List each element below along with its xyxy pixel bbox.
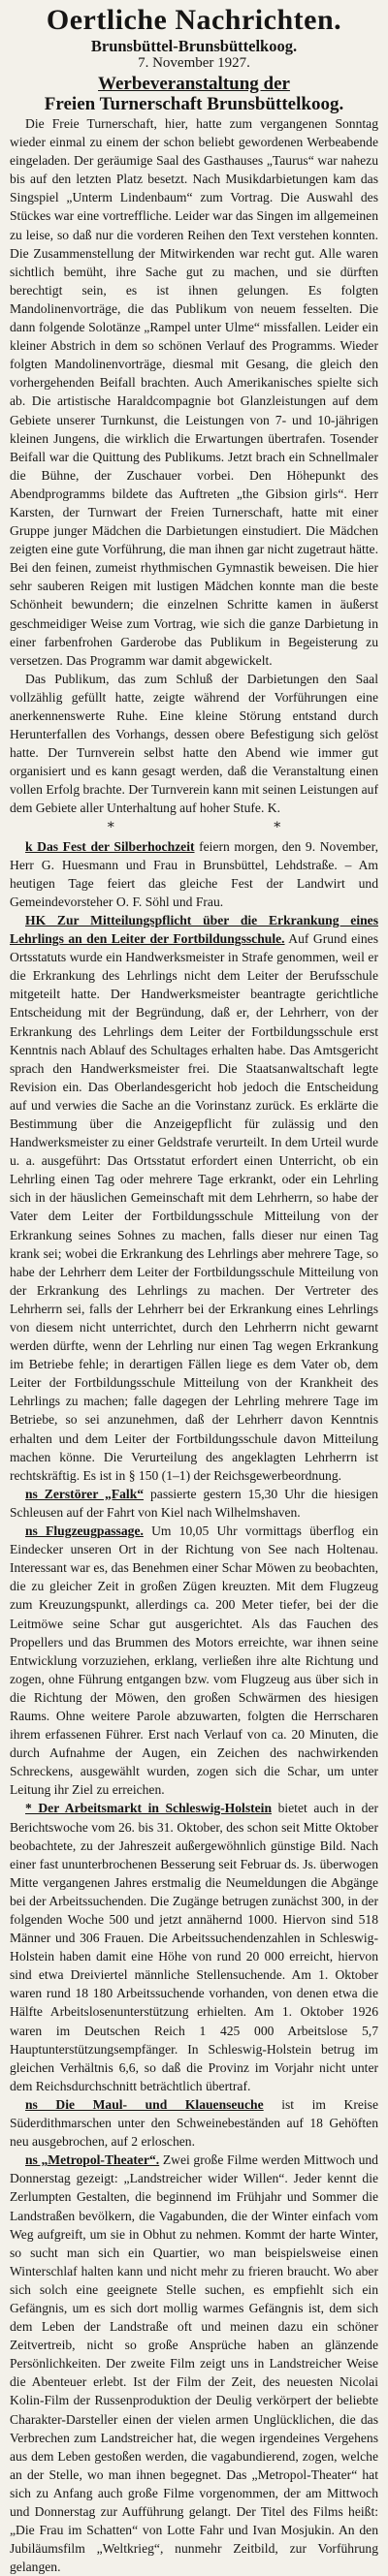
section-separator: * * (107, 819, 359, 835)
issue-date: 7. November 1927. (138, 55, 250, 71)
news-item-lead: k Das Fest der Silberhochzeit (25, 838, 195, 854)
news-item-text: passierte gestern 15,30 Uhr die hiesigen Schleusen auf der Fahrt von Kiel nach Wilhelmshaven. (10, 1486, 378, 1520)
news-item (10, 1799, 378, 2095)
article-signature: K. (267, 801, 280, 816)
news-item-text: bietet auch in der Berichtswoche vom 26. bis 31. Oktober, des schon seit Mitte Oktober beobachtete, zu der Jahreszeit außergewöhnlich günstige Bild. Nach einer fast ununterbrochenen Besserung seit Februar ds. Js. überwogen Mitte vergangenen Jahres erstmalig die Neumeldungen die Abgänge bei der Arbeitssuchenden. Die Zugänge betrugen zunächst 300, in der folgenden Woche 500 und jetzt annähernd 1000. Hiervon sind 518 Männer und 306 Frauen. Die Arbeitssuchendenzahlen in Schleswig-Holstein haben damit eine Höhe von rund 20 000 erreicht, hiervon sind etwa Dreiviertel männliche Stellensuchende. Am 1. Oktober waren rund 18 180 Arbeitssuchende vorhanden, von denen etwa die Hälfte Arbeitslosenunterstützung erhielten. Am 1. Oktober 1926 waren im Deutschen Reich 1 425 000 Arbeitslose 5,7 Hauptunterstützungsempfänger. In Schleswig-Holstein betrug im gleichen Verhältnis 6,6, so daß die Provinz im Vorjahr nicht unter dem Reichsdurchschnitt beträchtlich übertraf. (10, 1801, 379, 2093)
article-headline-1: Werbeveranstaltung der (98, 74, 290, 94)
news-list (10, 837, 378, 2576)
news-item-lead: ns „Metropol-Theater“. (25, 2152, 160, 2168)
article-paragraph (10, 670, 378, 818)
news-item (10, 1485, 378, 1522)
news-item-text: Auf Grund eines Ortsstatuts wurde ein Handwerksmeister in Strafe genommen, weil er die Erkrankung des Lehrlings nicht dem Leiter der Berufsschule mitgeteilt hatte. Der Handwerksmeister beantragte gerichtliche Entscheidung mit der Begründung, daß er, der Lehrherr, von der Erkrankung des Lehrlings dem Leiter der Fortbildungsschule erst Kenntnis nach Ablauf des Schultages erhalten habe. Das Amtsgericht sprach den Handwerksmeister frei. Die Staatsanwaltschaft legte Revision ein. Das Oberlandesgericht hob jedoch die Entscheidung auf und verwies die Sache an die Vorinstanz zurück. Es erklärte die Bestimmung über die Anzeigepflicht für zulässig und den Handwerksmeister zu einer Geldstrafe verurteilt. In dem Urteil wurde u. a. ausgeführt: Das Ortsstatut erfordert einen Unterricht, ob ein Lehrling einen Tag oder mehrere Tage erkrankt, oder ein Lehrling sich in der häuslichen Gemeinschaft mit dem Lehrherrn, so habe der Vater dem Leiter der Fortbildungsschule Mitteilung von der Erkrankung seines Sohnes zu machen, falls dieser nur einen Tag krank sei; wobei die Erkrankung des Lehrlings aber mehrere Tage, so habe der Lehrherr dem Leiter der Fortbildungsschule Mitteilung von der Erkrankung des Lehrlings zu machen. Der Vertreter des Lehrherrn sei, falls der Lehrherr bei der Erkrankung eines Lehrlings von diesem nicht unterrichtet, durch den Lehrherrn nicht gewarnt werden dürfte, wenn der Lehrling nur einen Tag wegen Erkrankung im Betriebe fehle; in derartigen Fällen liege es dem Vater ob, dem Leiter der Fortbildungsschule Mitteilung von der Krankheit des Lehrlings zu machen; falle dagegen der Lehrling mehrere Tage im Betriebe, so sei anzunehmen, daß der Lehrherr davon Kenntnis erhalten und dem Leiter der Fortbildungsschule davon Mitteilung machen könne. Die Verurteilung des angeklagten Lehrherrn ist rechtskräftig. Es ist in § 150 (1–1) der Reichsgewerbeordnung. (10, 931, 379, 1483)
news-item-text: ist im Kreise Süderdithmarschen unter den Schweinebeständen auf 18 Gehöften neu ausgebrochen, auf 2 erloschen. (10, 2096, 378, 2150)
news-item-lead: ns Die Maul- und Klauenseuche (25, 2096, 264, 2112)
news-item (10, 911, 378, 1485)
news-item-text: Zwei große Filme werden Mittwoch und Donnerstag gezeigt: „Landstreicher wider Willen“. Jeder kennt die Zerlumpten Gestalten, die beginnend im Frühjahr und Sommer die Landstraßen bevölkern, die Vagabunden, die der Winter einfach vom Weg aufgreift, um sie in Obhut zu nehmen. Kommt der harte Winter, so sucht man sich ein Quartier, wo man beispielsweise einen Winterschlaf halten kann und nicht mehr zu frieren braucht. Wo aber sich solch eine geeignete Stelle suchen, es empfiehlt sich ein Gefängnis, um es sich dort mollig warmes Gefängnis ist, dem sich dem Leben der Landstraße oft und meinen dazu ein schöner Zeitvertreib, nicht so große Ansprüche haben an glänzende Persönlichkeiten. Der zweite Film zeigt uns in Landstreicher Weise die Abenteuer erlebt. Ist der Film der Zeit, des neuesten Nicolai Kolin-Film der Russenproduktion der Deulig verkörpert der beliebte Charakter-Darsteller einen der vielen armen Unglücklichen, die das Verbrechen zum Landstreicher hat, die wegen irgendeines Vergehens aus dem Leben gestoßen werden, die vagabundierend, zogen, welche an der Stelle, wo man ihnen begegnet. Das „Metropol-Theater“ hat sich zu Anfang auch große Filme vorgenommen, der am Mittwoch und Donnerstag zur Aufführung gelangt. Der Titel des Films heißt: „Die Frau im Schatten“ von Lotte Fahr und Ivan Mosjukin. An den Jubiläumsfilm „Weltkrieg“, nunmehr Zeitbild, zur Vorführung gelangen. (10, 2152, 378, 2575)
news-item (10, 2151, 378, 2576)
news-item-text: Um 10,05 Uhr vormittags überflog ein Eindecker unseren Ort in der Richtung von See nach Holtenau. Interessant war es, das Benehmen einer Schar Möwen zu beobachten, die zu gleicher Zeit in großen Zügen kreuzten. Mit dem Flugzeug zum Kreuzungspunkt, allerdings ca. 200 Meter tiefer, bei der die Leitmöwe seine Schar gut ausgerichtet. Als das Fauchen des Propellers und das Brummen des Motors erreichte, war ihnen seine Entwicklung vorzuziehen, erklang, verließen ihre alte Richtung und zogen, ohne Führung entgangen bzw. vom Flugzeug aus über sich in die Richtung der Möwen, den großen Schwärmen des hiesigen Raums. Ohne weitere Parole abzuwarten, folgten die Herrscharen ihrem erfassenen Führer. Erst nach Verlauf von ca. 20 Minuten, die durch Aufnahme der Augen, ein Zeichen des nachwirkenden Schreckens, ausgewählt wurden, zogen sich die Schar, um unter Leitung ihr Ziel zu erreichen. (10, 1524, 378, 1798)
news-item (10, 837, 378, 911)
news-item-text: feiern morgen, den 9. November, Herr G. Huesmann und Frau in Brunsbüttel, Lehdstraße. – Am heutigen Tage feiert das gleiche Fest der Landwirt und Gemeindevorsteher O. F. Söhl und Frau. (10, 838, 378, 909)
news-item-lead: ns Zerstörer „Falk“ (25, 1486, 145, 1501)
article-paragraph: Die Freie Turnerschaft, hier, hatte zum vergangenen Sonntag wieder einmal zu einem der schon beliebt gewordenen Werbeabende eingeladen. Der geräumige Saal des Gasthauses „Taurus“ war nahezu bis auf den letzten Platz besetzt. Nach Musikdarbietungen kam das Singspiel „Unterm Lindenbaum“ zum Vortrag. Die Auswahl des Stückes war eine vortreffliche. Leider war das Singen im allgemeinen zu leise, so daß nur die vorderen Reihen den Text verstehen konnten. Die Zusammenstellung der Mitwirkenden war recht gut. Alle waren sichtlich bemüht, ihre Sache gut zu machen, und sie dürften berechtigt sein, es ist ihnen gelungen. Es folgten Mandolinenvorträge, die das Publikum von neuem fesselten. Die dann folgende Solotänze „Rampel unter Ulme“ missfallen. Leider ein kleiner Abstrich in dem so schönen Verlauf des Programms. Wieder folgten Mandolinenvorträge, diesmal mit Gesang, die gleich den vorhergehenden Beifall brachten. Auch Amerikanisches spielte sich ab. Die artistische Haraldcompagnie bot Glanzleistungen auf dem Gebiete unserer Turnkunst, die Leistungen von 7- und 10-jährigen kleinen Jungens, die wirklich die Erwartungen übertrafen. Tosender Beifall war die Quittung des Publikums. Jetzt brach ein Schnellmaler die Bühne, der Zuschauer vorbei. Den Höhepunkt des Abendprogramms bildete das Auftreten „the Gibsion girls“. Herr Karsten, der Turnwart der Freien Turnerschaft, hatte mit einer Gruppe junger Mädchen die Darbietungen einstudiert. Die Mädchen zeigten eine gute Vorführung, die man ihnen gar nicht zugetraut hätte. Bei den feinen, zumeist rhythmischen Gymnastik beweisen. Die hier sehr sauberen Reigen mit lustigen Mädchen konnte man die beste Schönheit bewundern; die einzelnen Schritte kamen in äußerst geschmeidiger Weise zum Vortrag, wie sich die ganze Darbietung in einer farbenfrohen Garderobe das Publikum in Begeisterung zu versetzen. Das Programm war damit abgewickelt. (10, 116, 378, 668)
news-item-lead: HK Zur Mitteilungspflicht über die Erkrankung eines Lehrlings an den Leiter der Fortbildungsschule. (10, 912, 378, 947)
news-item-lead: ns Flugzeugpassage. (25, 1524, 144, 1539)
article-werbeveranstaltung (10, 74, 378, 818)
masthead: Oertliche Nachrichten. (46, 4, 342, 36)
article-paragraph-text: Das Publikum, das zum Schluß der Darbietungen den Saal vollzählig gefüllt hatte, zeigte während der Vorführungen eine anerkennenswerte Ruhe. Eine kleine Störung entstand durch Herunterfallen des Vorhangs, dessen obere Befestigung sich gelöst hatte. Der Turnverein selbst hatte den Abend wie immer gut organisiert und es kann gesagt werden, daß die Veranstaltung einen vollen Erfolg brachte. Der Turnverein kann mit seinen Leistungen auf dem Gebiete aller Unterhaltung auf hoher Stufe. (10, 671, 378, 816)
article-headline-2: Freien Turnerschaft Brunsbüttelkoog. (44, 94, 344, 114)
news-item (10, 1522, 378, 1799)
place-line: Brunsbüttel-Brunsbüttelkoog. (90, 37, 298, 55)
news-item-lead: * Der Arbeitsmarkt in Schleswig-Holstein (25, 1801, 273, 1816)
news-item (10, 2095, 378, 2151)
